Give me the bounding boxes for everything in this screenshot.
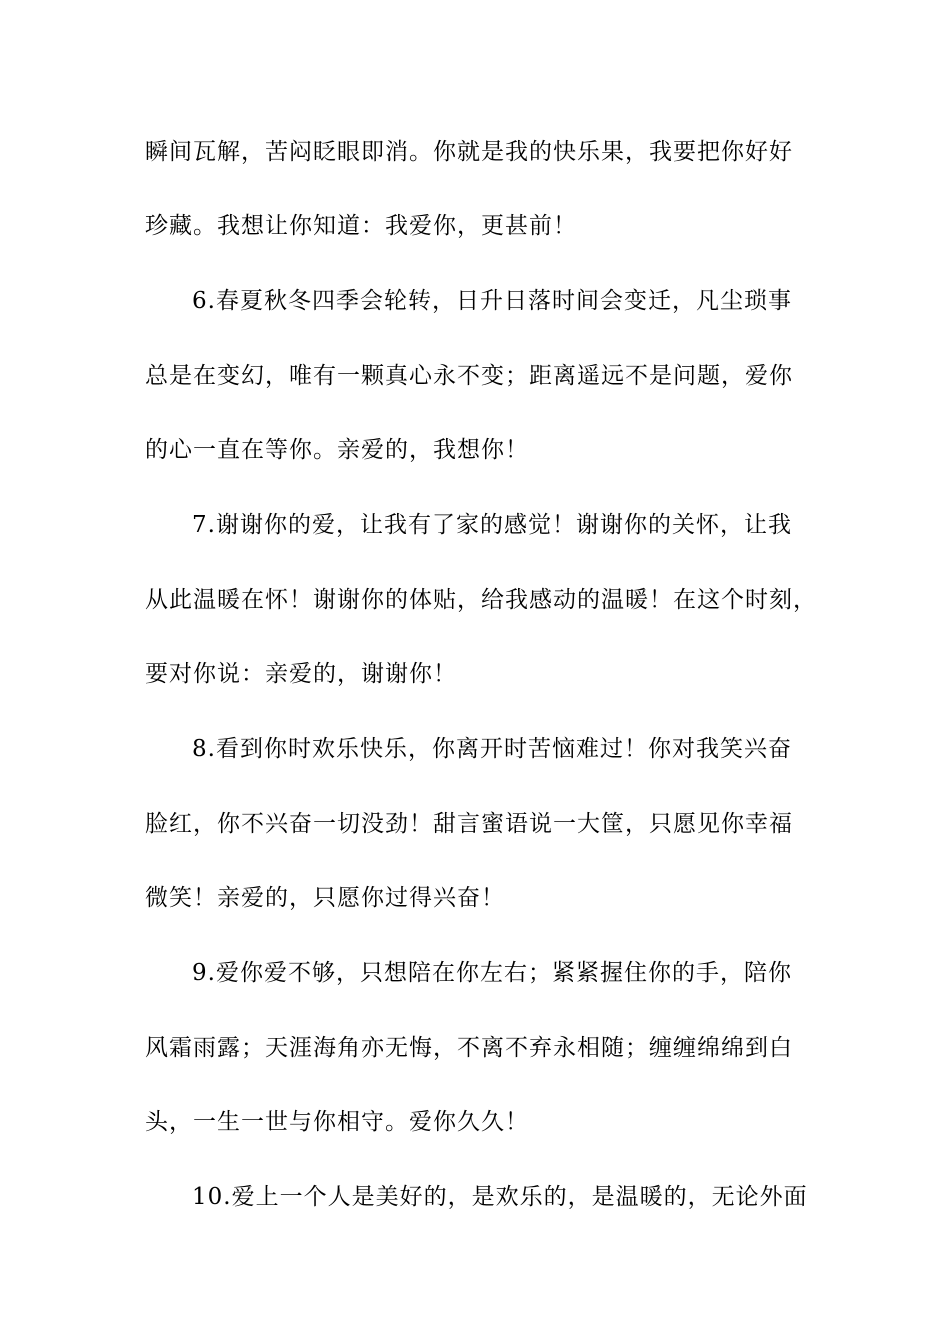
- text-line: 从此温暖在怀！谢谢你的体贴，给我感动的温暖！在这个时刻，: [145, 587, 817, 613]
- text-line: 头，一生一世与你相守。爱你久久！: [145, 1109, 529, 1135]
- paragraph-6-start: 6.春夏秋冬四季会轮转，日升日落时间会变迁，凡尘琐事: [192, 288, 792, 314]
- text-line: 总是在变幻，唯有一颗真心永不变；距离遥远不是问题，爱你: [145, 363, 793, 389]
- text-line: 瞬间瓦解，苦闷眨眼即消。你就是我的快乐果，我要把你好好: [145, 139, 793, 165]
- text-line: 风霜雨露；天涯海角亦无悔，不离不弃永相随；缠缠绵绵到白: [145, 1035, 793, 1061]
- paragraph-8-start: 8.看到你时欢乐快乐，你离开时苦恼难过！你对我笑兴奋: [192, 736, 792, 762]
- text-line: 珍藏。我想让你知道：我爱你，更甚前！: [145, 213, 577, 239]
- text-line: 要对你说：亲爱的，谢谢你！: [145, 661, 457, 687]
- paragraph-7-start: 7.谢谢你的爱，让我有了家的感觉！谢谢你的关怀，让我: [192, 512, 792, 538]
- text-line: 的心一直在等你。亲爱的，我想你！: [145, 437, 529, 463]
- paragraph-9-start: 9.爱你爱不够，只想陪在你左右；紧紧握住你的手，陪你: [192, 960, 792, 986]
- text-line: 微笑！亲爱的，只愿你过得兴奋！: [145, 885, 505, 911]
- paragraph-10-start: 10.爱上一个人是美好的，是欢乐的，是温暖的，无论外面: [192, 1184, 808, 1210]
- text-line: 脸红，你不兴奋一切没劲！甜言蜜语说一大筐，只愿见你幸福: [145, 811, 793, 837]
